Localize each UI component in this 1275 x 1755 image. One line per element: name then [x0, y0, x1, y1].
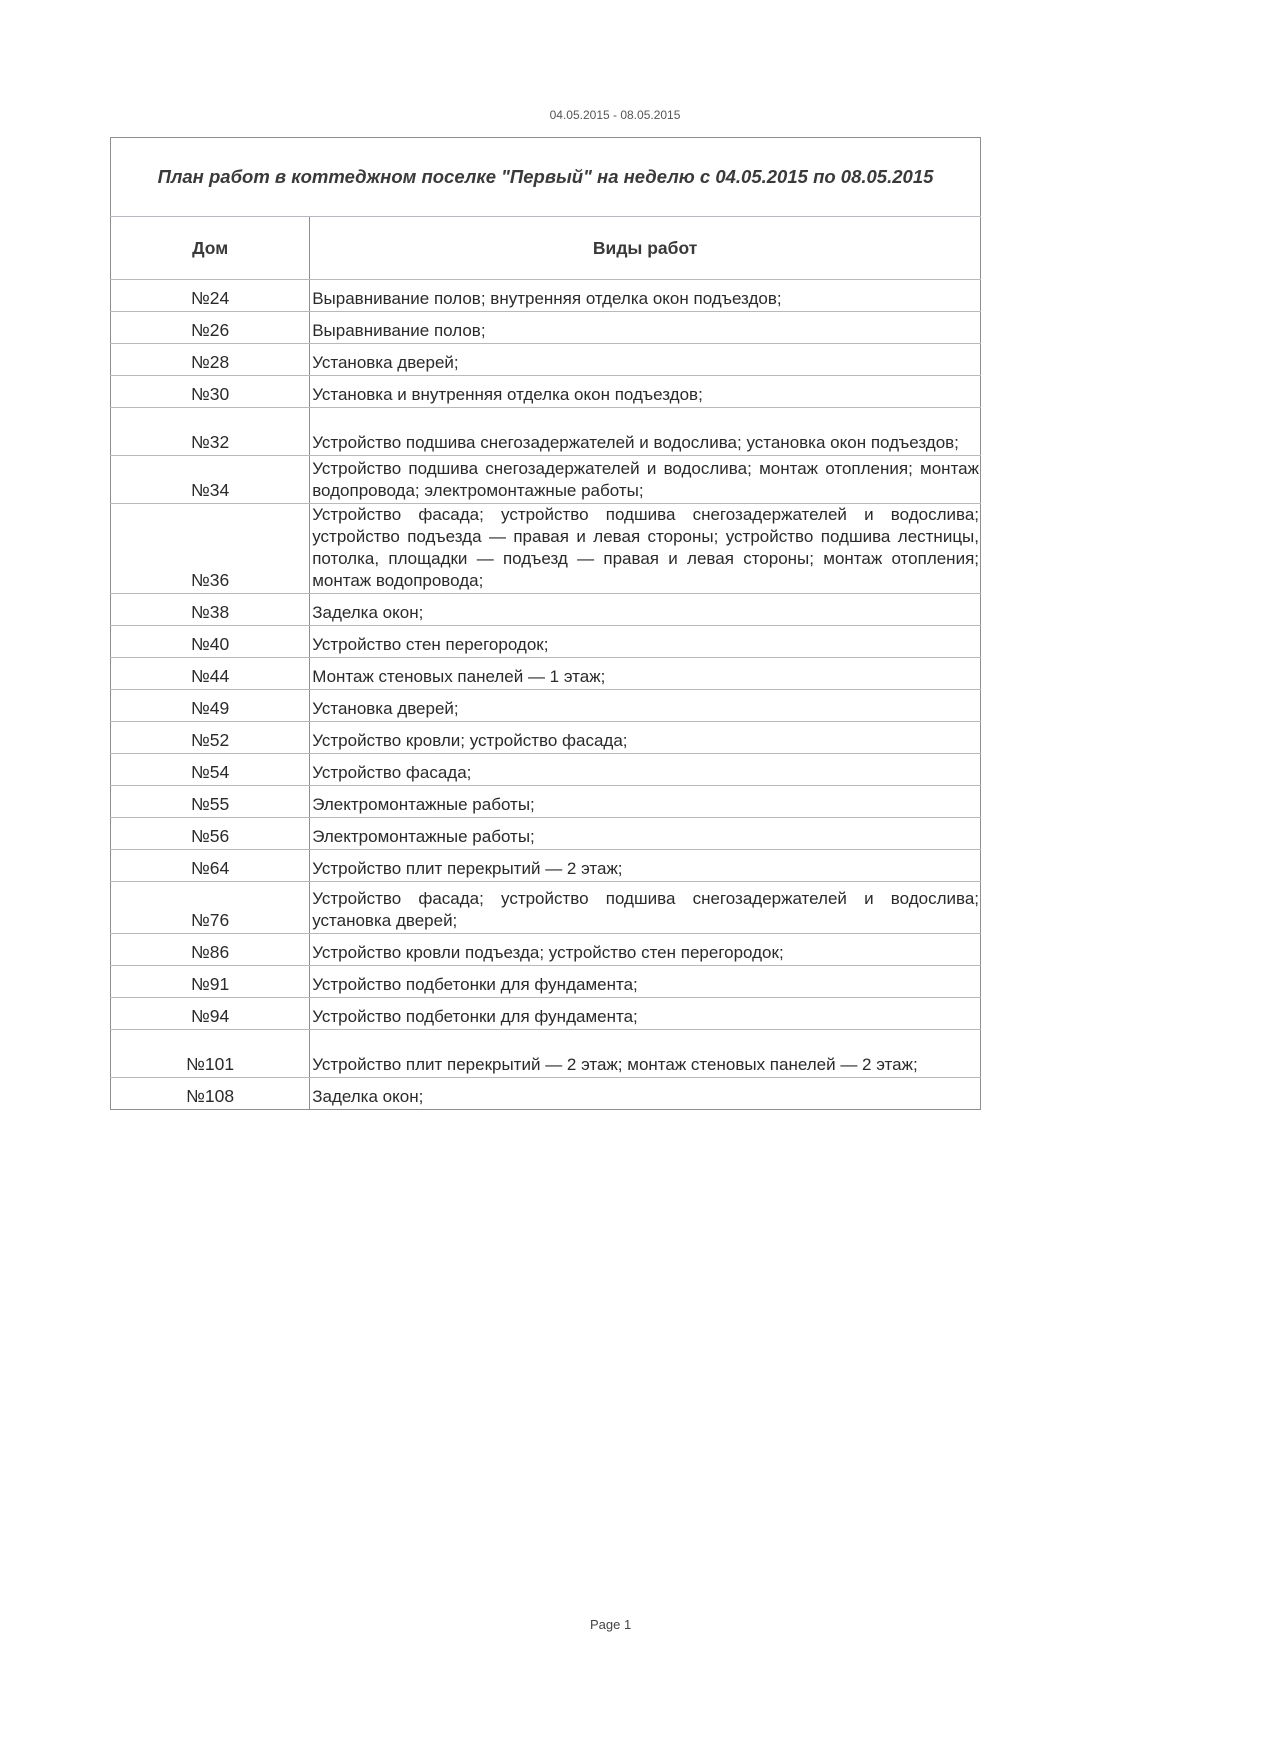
table-row [111, 408, 981, 456]
table-row [111, 344, 981, 376]
house-number-cell: №36 [111, 504, 310, 594]
page-number: Page 1 [590, 1617, 632, 1632]
house-number-cell: №34 [111, 456, 310, 504]
works-cell: Устройство подбетонки для фундамента; [310, 998, 981, 1030]
table-row [111, 754, 981, 786]
house-number-cell: №55 [111, 786, 310, 818]
table-row [111, 882, 981, 934]
table-row [111, 376, 981, 408]
works-cell: Устройство подбетонки для фундамента; [310, 966, 981, 998]
table-header-row [111, 217, 981, 280]
house-number-cell: №91 [111, 966, 310, 998]
works-cell: Установка и внутренняя отделка окон подъездов; [310, 376, 981, 408]
works-cell: Электромонтажные работы; [310, 786, 981, 818]
works-cell: Устройство кровли подъезда; устройство стен перегородок; [310, 934, 981, 966]
table-row [111, 818, 981, 850]
works-cell: Устройство плит перекрытий — 2 этаж; монтаж стеновых панелей — 2 этаж; [310, 1030, 981, 1078]
works-cell: Электромонтажные работы; [310, 818, 981, 850]
table-row [111, 1030, 981, 1078]
house-number-cell: №30 [111, 376, 310, 408]
works-cell: Устройство фасада; [310, 754, 981, 786]
house-number-cell: №76 [111, 882, 310, 934]
table-title-row [111, 138, 981, 217]
house-number-cell: №44 [111, 658, 310, 690]
table-row [111, 934, 981, 966]
works-cell: Устройство подшива снегозадержателей и водослива; монтаж отопления; монтаж водопровода; электромонтажные работы; [310, 456, 981, 504]
house-number-cell: №54 [111, 754, 310, 786]
table-row [111, 850, 981, 882]
works-cell: Устройство подшива снегозадержателей и водослива; установка окон подъездов; [310, 408, 981, 456]
table-body [111, 280, 981, 1110]
house-number-cell: №101 [111, 1030, 310, 1078]
house-number-cell: №49 [111, 690, 310, 722]
table-row [111, 456, 981, 504]
table-row [111, 690, 981, 722]
house-number-cell: №94 [111, 998, 310, 1030]
table-row [111, 626, 981, 658]
table-row [111, 722, 981, 754]
table-row [111, 594, 981, 626]
page-header-date-range: 04.05.2015 - 08.05.2015 [549, 108, 681, 122]
works-cell: Заделка окон; [310, 594, 981, 626]
house-number-cell: №28 [111, 344, 310, 376]
work-plan-table [110, 137, 981, 1110]
house-number-cell: №24 [111, 280, 310, 312]
works-cell: Устройство кровли; устройство фасада; [310, 722, 981, 754]
house-number-cell: №64 [111, 850, 310, 882]
house-number-cell: №56 [111, 818, 310, 850]
works-cell: Установка дверей; [310, 690, 981, 722]
works-cell: Выравнивание полов; [310, 312, 981, 344]
table-row [111, 658, 981, 690]
column-header-works: Виды работ [310, 217, 981, 280]
table-row [111, 998, 981, 1030]
house-number-cell: №86 [111, 934, 310, 966]
works-cell: Заделка окон; [310, 1078, 981, 1110]
works-cell: Выравнивание полов; внутренняя отделка окон подъездов; [310, 280, 981, 312]
table-row [111, 1078, 981, 1110]
works-cell: Устройство стен перегородок; [310, 626, 981, 658]
table-row [111, 504, 981, 594]
column-header-house: Дом [111, 217, 310, 280]
house-number-cell: №40 [111, 626, 310, 658]
house-number-cell: №32 [111, 408, 310, 456]
works-cell: Устройство фасада; устройство подшива снегозадержателей и водослива; установка дверей; [310, 882, 981, 934]
table-row [111, 786, 981, 818]
table-row [111, 312, 981, 344]
house-number-cell: №108 [111, 1078, 310, 1110]
table-title: План работ в коттеджном поселке "Первый" на неделю с 04.05.2015 по 08.05.2015 [111, 138, 981, 217]
works-cell: Монтаж стеновых панелей — 1 этаж; [310, 658, 981, 690]
table-row [111, 280, 981, 312]
works-cell: Установка дверей; [310, 344, 981, 376]
house-number-cell: №38 [111, 594, 310, 626]
house-number-cell: №52 [111, 722, 310, 754]
works-cell: Устройство плит перекрытий — 2 этаж; [310, 850, 981, 882]
table-row [111, 966, 981, 998]
works-cell: Устройство фасада; устройство подшива снегозадержателей и водослива; устройство подъезда — правая и левая стороны; устройство подшива лестницы, потолка, площадки — подъезд — правая и левая стороны; монтаж отопления; монтаж водопровода; [310, 504, 981, 594]
house-number-cell: №26 [111, 312, 310, 344]
